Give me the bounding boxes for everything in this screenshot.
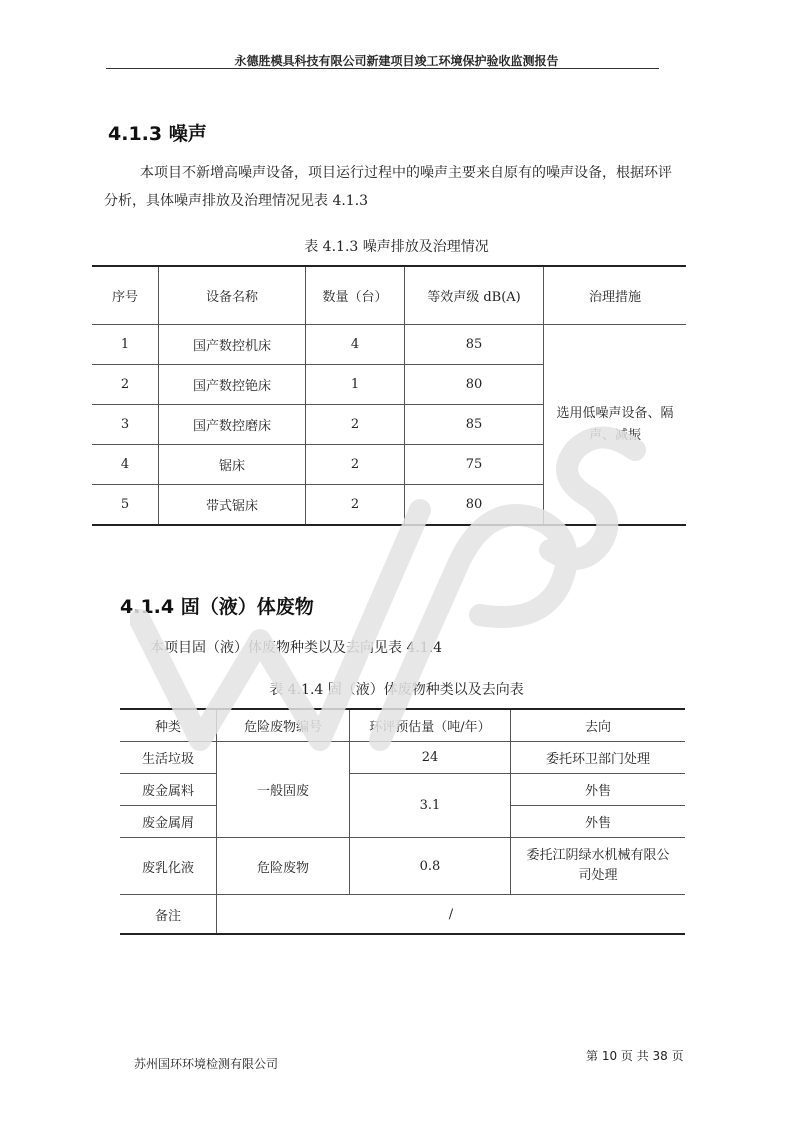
cell-no: 3 xyxy=(92,405,159,445)
cell-amount: 24 xyxy=(350,742,511,774)
cell-equipment: 国产数控磨床 xyxy=(159,405,306,445)
col-header-kind: 种类 xyxy=(120,709,217,742)
table-row xyxy=(92,325,686,365)
waste-paragraph: 本项目固（液）体废物种类以及去向见表 4.1.4 xyxy=(150,640,443,656)
noise-table xyxy=(92,265,686,526)
col-header-level: 等效声级 dB(A) xyxy=(405,266,544,325)
cell-equipment: 锯床 xyxy=(159,445,306,485)
table-row xyxy=(120,774,685,806)
cell-qty: 2 xyxy=(306,405,405,445)
cell-qty: 4 xyxy=(306,325,405,365)
noise-paragraph: 本项目不新增高噪声设备，项目运行过程中的噪声主要来自原有的噪声设备，根据环评分析，具体噪声排放及治理情况见表 4.1.3 xyxy=(104,165,672,209)
cell-measure: 选用低噪声设备、隔声、减振 xyxy=(544,325,687,526)
header-rule xyxy=(106,68,659,69)
col-header-measure: 治理措施 xyxy=(544,266,687,325)
col-header-no: 序号 xyxy=(92,266,159,325)
section-heading-waste: 4.1.4 固（液）体废物 xyxy=(120,596,314,618)
cell-equipment: 带式锯床 xyxy=(159,485,306,526)
cell-no: 4 xyxy=(92,445,159,485)
cell-qty: 2 xyxy=(306,485,405,526)
cell-equipment: 国产数控铯床 xyxy=(159,365,306,405)
col-header-equipment: 设备名称 xyxy=(159,266,306,325)
cell-no: 5 xyxy=(92,485,159,526)
col-header-code: 危险废物编号 xyxy=(217,709,350,742)
table-row xyxy=(120,742,685,774)
waste-table-caption: 表 4.1.4 固（液）体废物种类以及去向表 xyxy=(269,682,524,698)
cell-level: 85 xyxy=(405,325,544,365)
footer-company: 苏州国环环境检测有限公司 xyxy=(134,1057,279,1071)
col-header-destination: 去向 xyxy=(511,709,686,742)
table-header-row xyxy=(92,266,686,325)
table-row-note xyxy=(120,895,685,935)
waste-table xyxy=(120,708,685,935)
noise-table-caption: 表 4.1.3 噪声排放及治理情况 xyxy=(304,239,489,255)
cell-kind: 生活垃圾 xyxy=(120,742,217,774)
cell-destination: 委托环卫部门处理 xyxy=(511,742,686,774)
cell-amount: 3.1 xyxy=(350,774,511,838)
cell-no: 2 xyxy=(92,365,159,405)
col-header-amount: 环评预估量（吨/年） xyxy=(350,709,511,742)
cell-note-label: 备注 xyxy=(120,895,217,935)
cell-note-value: / xyxy=(217,895,686,935)
cell-qty: 1 xyxy=(306,365,405,405)
cell-level: 80 xyxy=(405,485,544,526)
cell-amount: 0.8 xyxy=(350,838,511,895)
cell-code: 危险废物 xyxy=(217,838,350,895)
cell-code: 一般固废 xyxy=(217,742,350,838)
table-row xyxy=(120,838,685,895)
cell-kind: 废金属屑 xyxy=(120,806,217,838)
cell-kind: 废金属料 xyxy=(120,774,217,806)
cell-qty: 2 xyxy=(306,445,405,485)
cell-kind: 废乳化液 xyxy=(120,838,217,895)
cell-level: 85 xyxy=(405,405,544,445)
cell-no: 1 xyxy=(92,325,159,365)
cell-destination: 外售 xyxy=(511,806,686,838)
cell-destination: 委托江阴绿水机械有限公司处理 xyxy=(511,838,686,895)
section-heading-noise: 4.1.3 噪声 xyxy=(108,123,207,145)
cell-equipment: 国产数控机床 xyxy=(159,325,306,365)
cell-level: 80 xyxy=(405,365,544,405)
footer-page-number: 第 10 页 共 38 页 xyxy=(586,1049,684,1063)
cell-destination: 外售 xyxy=(511,774,686,806)
col-header-qty: 数量（台） xyxy=(306,266,405,325)
report-header-title: 永德胜模具科技有限公司新建项目竣工环境保护验收监测报告 xyxy=(234,54,559,68)
cell-level: 75 xyxy=(405,445,544,485)
table-header-row xyxy=(120,709,685,742)
